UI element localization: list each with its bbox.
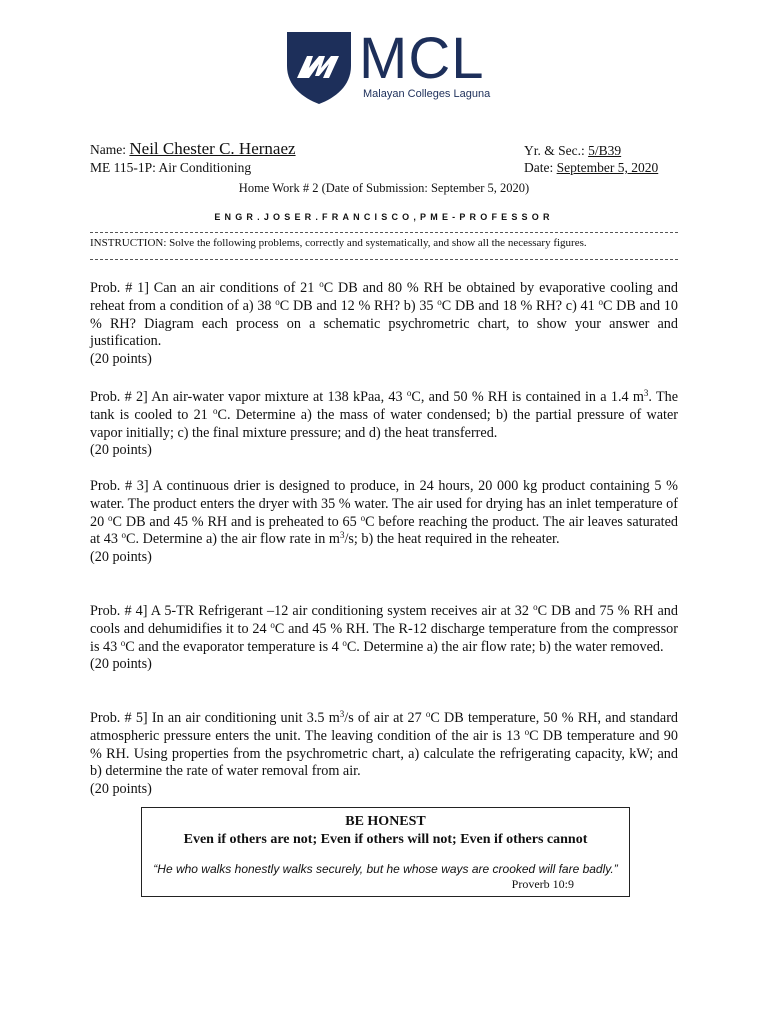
- problem-1: [90, 280, 678, 369]
- yr-sec-label: Yr. & Sec.:: [524, 143, 585, 158]
- mcl-logo: [285, 28, 490, 112]
- problem-4: [90, 603, 678, 674]
- superscript: o: [524, 726, 530, 737]
- superscript: o: [360, 512, 366, 523]
- problem-text: Prob. # 3] A continuous drier is designed to produce, in 24 hours, 20 000 kg product containing 5 % water. The product enters the dryer with 35 % water. The air used for drying has an inlet temperature of 20 $^o$C DB and 45 % RH and is preheated to 65 $^o$C before reaching the product. The air leaves saturated at 43 $^o$C. Determine a) the air flow rate in $m^3/s$; b) the heat required in the reheater.: [90, 478, 679, 548]
- superscript: o: [270, 619, 275, 630]
- superscript: o: [425, 709, 431, 719]
- problem-heading: Prob. # 5]: [90, 710, 148, 726]
- problem-2: [90, 389, 678, 460]
- yr-sec-line: [524, 143, 621, 159]
- problem-heading: Prob. # 4]: [90, 603, 148, 619]
- problem-points: (20 points): [90, 549, 152, 566]
- superscript: o: [108, 512, 113, 523]
- problem-5: [90, 710, 678, 799]
- superscript: 3: [643, 388, 649, 398]
- superscript: o: [120, 637, 126, 648]
- honesty-quote: “He who walks honestly walks securely, but he whose ways are crooked will fare badly.”: [153, 862, 618, 876]
- problem-3: [90, 478, 678, 567]
- problem-points: (20 points): [90, 656, 152, 673]
- superscript: 3: [339, 530, 345, 541]
- instruction: INSTRUCTION: Solve the following problems, correctly and systematically, and show all the necessary figures.: [90, 237, 587, 249]
- problem-text: Prob. # 4] A 5-TR Refrigerant –12 air conditioning system receives air at 32 $^o$C DB and 75 % RH and cools and dehumidifies it to 24 $^o$C and 45 % RH. The R-12 discharge temperature from the compressor is 43 $^o$C and the evaporator temperature is 4 $^o$C. Determine a) the air flow rate; b) the water removed.: [90, 602, 678, 655]
- divider-bottom: [90, 259, 678, 260]
- superscript: o: [213, 405, 218, 416]
- date-label: Date:: [524, 160, 554, 175]
- logo-subtitle: Malayan Colleges Laguna: [363, 88, 491, 100]
- problem-heading: Prob. # 2]: [90, 389, 148, 405]
- superscript: o: [342, 637, 347, 648]
- superscript: o: [319, 279, 324, 289]
- date-line: [524, 160, 658, 176]
- course-line: ME 115-1P: Air Conditioning: [90, 160, 252, 175]
- problem-points: (20 points): [90, 351, 152, 368]
- honesty-title: BE HONEST: [345, 814, 426, 829]
- student-name: Neil Chester C. Hernaez: [129, 139, 296, 158]
- problem-heading: Prob. # 1]: [90, 280, 149, 296]
- name-line: [90, 141, 296, 158]
- homework-title: Home Work # 2 (Date of Submission: September 5, 2020): [238, 181, 530, 195]
- problem-points: (20 points): [90, 781, 152, 798]
- superscript: o: [406, 388, 412, 398]
- superscript: o: [275, 296, 280, 307]
- problem-text: Prob. # 5] In an air conditioning unit 3.5 $m^3/s$ of air at 27 $^o$C DB temperature, 50 % RH, and standard atmospheric pressure enters the unit. The leaving condition of the air is 13 $^o$C DB temperature and 90 % RH. Using properties from the psychrometric chart, a) calculate the refrigerating capacity, kW; and b) determine the rate of water removal from air.: [90, 709, 679, 780]
- superscript: o: [533, 602, 538, 612]
- superscript: o: [121, 530, 127, 541]
- superscript: o: [598, 296, 603, 307]
- honesty-box: [141, 807, 630, 897]
- problem-points: (20 points): [90, 442, 152, 459]
- yr-sec-value: 5/B39: [588, 143, 622, 158]
- honesty-reference: Proverb 10:9: [511, 877, 574, 891]
- professor-line: ENGR.JOSER.FRANCISCO,PME-PROFESSOR: [214, 212, 554, 222]
- superscript: o: [437, 296, 442, 307]
- honesty-subtitle: Even if others are not; Even if others will not; Even if others cannot: [183, 832, 588, 847]
- problem-heading: Prob. # 3]: [90, 478, 149, 494]
- divider-top: [90, 232, 678, 233]
- problem-text: Prob. # 2] An air-water vapor mixture at 138 kPaa, 43 $^o$C, and 50 % RH is contained in a 1.4 $m^3$. The tank is cooled to 21 $^o$C. Determine a) the mass of water condensed; b) the partial pressure of water vapor initially; c) the final mixture pressure; and d) the heat transferred.: [90, 388, 679, 441]
- date-value: September 5, 2020: [556, 160, 659, 175]
- mcl-shield-icon: [285, 28, 353, 106]
- logo-wordmark: MCL: [359, 26, 485, 91]
- name-label: Name:: [90, 142, 126, 157]
- problem-text: Prob. # 1] Can an air conditions of 21 $^o$C DB and 80 % RH be obtained by evaporative cooling and reheat from a condition of a) 38 $^o$C DB and 12 % RH? b) 35 $^o$C DB and 18 % RH? c) 41 $^o$C DB and 10 % RH? Diagram each process on a schematic psychrometric chart, to show your answer and justification.: [90, 279, 679, 350]
- superscript: 3: [339, 709, 345, 719]
